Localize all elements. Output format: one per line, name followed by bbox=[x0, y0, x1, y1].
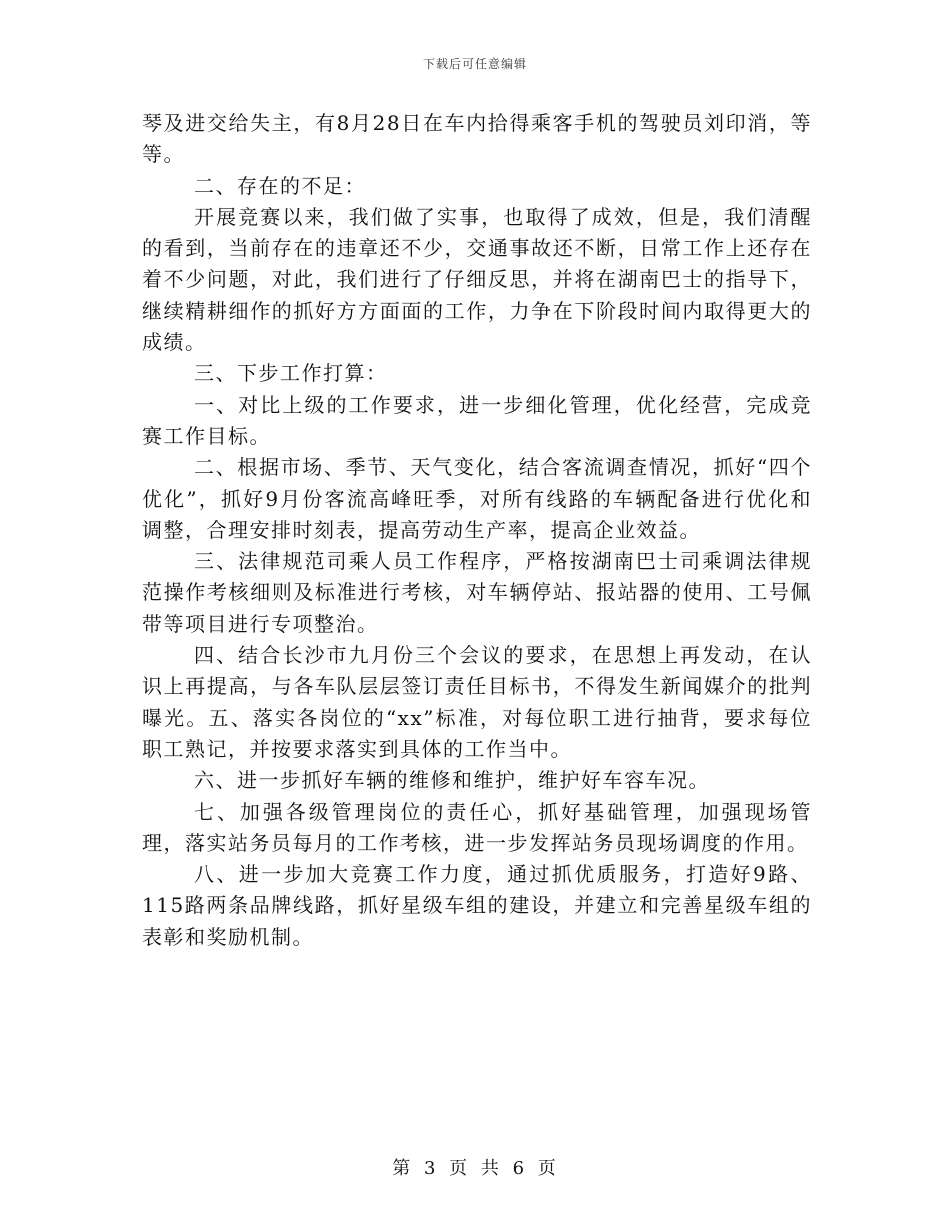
page-header: 下载后可任意编辑 bbox=[422, 57, 527, 71]
section-heading: 三、下步工作打算： bbox=[194, 361, 388, 386]
list-item: 七、加强各级管理岗位的责任心，抓好基础管理，加强现场管理，落实站务员每月的工作考核，进一步发挥站务员现场调度的作用。 bbox=[142, 799, 812, 855]
section-heading: 二、存在的不足： bbox=[194, 173, 366, 198]
list-item: 三、法律规范司乘人员工作程序，严格按湖南巴士司乘调法律规范操作考核细则及标准进行考核，对车辆停站、报站器的使用、工号佩带等项目进行专项整治。 bbox=[142, 549, 812, 636]
list-item: 八、进一步加大竞赛工作力度，通过抓优质服务，打造好9路、115路两条品牌线路，抓好星级车组的建设，并建立和完善星级车组的表彰和奖励机制。 bbox=[142, 862, 812, 949]
document-body bbox=[142, 108, 812, 953]
paragraph: 琴及进交给失主，有8月28日在车内拾得乘客手机的驾驶员刘印消，等等。 bbox=[142, 111, 812, 167]
page-number: 第 3 页 共 6 页 bbox=[392, 1158, 558, 1179]
list-item: 一、对比上级的工作要求，进一步细化管理，优化经营，完成竞赛工作目标。 bbox=[142, 392, 812, 448]
list-item: 四、结合长沙市九月份三个会议的要求，在思想上再发动，在认识上再提高，与各车队层层签订责任目标书，不得发生新闻媒介的批判曝光。五、落实各岗位的“xx”标准，对每位职工进行抽背，要求每位职工熟记，并按要求落实到具体的工作当中。 bbox=[142, 643, 812, 761]
paragraph: 开展竞赛以来，我们做了实事，也取得了成效，但是，我们清醒的看到，当前存在的违章还不少，交通事故还不断，日常工作上还存在着不少问题，对此，我们进行了仔细反思，并将在湖南巴士的指导下，继续精耕细作的抓好方方面面的工作，力争在下阶段时间内取得更大的成绩。 bbox=[142, 204, 812, 355]
list-item: 六、进一步抓好车辆的维修和维护，维护好车容车况。 bbox=[194, 768, 710, 793]
list-item: 二、根据市场、季节、天气变化，结合客流调查情况，抓好“四个优化”，抓好9月份客流高峰旺季，对所有线路的车辆配备进行优化和调整，合理安排时刻表，提高劳动生产率，提高企业效益。 bbox=[142, 455, 812, 542]
